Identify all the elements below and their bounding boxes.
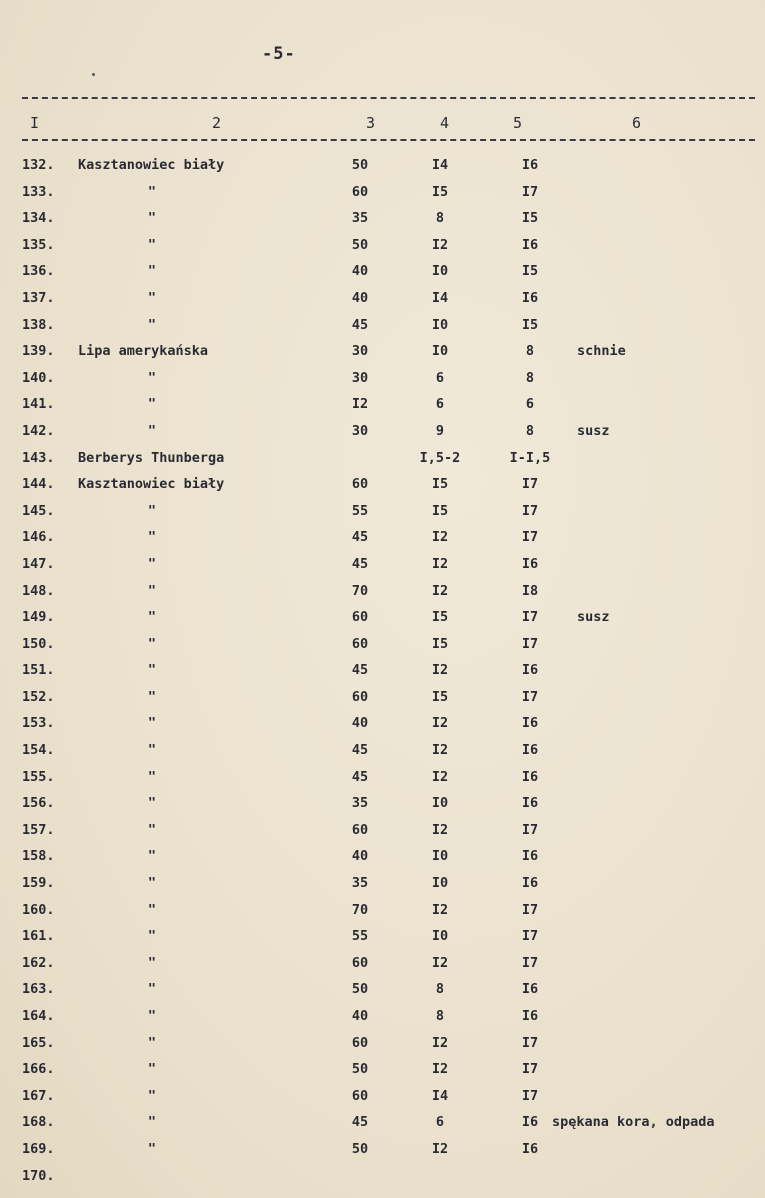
table-row (0, 237, 765, 264)
col-3-value: 40 (351, 1008, 369, 1024)
tree-species: " (147, 715, 157, 732)
col-4-value: I2 (431, 768, 449, 785)
table-row (0, 715, 765, 742)
col-3-value: 60 (351, 821, 369, 838)
table-row (0, 742, 765, 769)
tree-species: Lipa amerykańska (78, 343, 209, 360)
col-4-value: I2 (431, 954, 449, 971)
row-number: 133. (22, 183, 55, 200)
col-5-value: I7 (521, 821, 539, 838)
table-row (0, 795, 765, 822)
row-number: 136. (22, 263, 55, 280)
col-3-value: 35 (351, 210, 369, 227)
tree-species: " (147, 1087, 157, 1104)
row-number: 151. (22, 662, 55, 679)
col-3-value: 45 (351, 1114, 369, 1131)
row-number: 161. (22, 928, 55, 945)
col-5-value: I7 (521, 1034, 539, 1051)
col-3-value: 45 (351, 662, 369, 679)
table-row (0, 476, 765, 503)
col-5-value: I7 (521, 1061, 539, 1078)
col-3-value: 50 (351, 157, 369, 173)
row-number: 142. (22, 422, 55, 439)
col-4-value: I2 (431, 1061, 449, 1078)
col-5-value: I6 (521, 1008, 539, 1024)
table-row (0, 636, 765, 663)
tree-species: " (147, 1140, 157, 1157)
table-row (0, 1088, 765, 1115)
table-row (0, 689, 765, 716)
col-3-value: 70 (351, 582, 369, 599)
table-row (0, 981, 765, 1008)
col-3-value: 40 (351, 715, 369, 732)
col-4-value: I0 (431, 928, 449, 945)
table-row (0, 769, 765, 796)
col-4-value: 8 (435, 981, 445, 998)
header-col-4: 4 (440, 114, 450, 132)
tree-species: " (147, 582, 157, 599)
col-4-value: I2 (431, 715, 449, 732)
col-5-value: I6 (521, 715, 539, 732)
col-3-value: 50 (351, 981, 369, 998)
col-4-value: I0 (431, 263, 449, 280)
table-row (0, 1114, 765, 1141)
col-3-value: 60 (351, 183, 369, 200)
tree-species: " (147, 901, 157, 918)
col-3-value: 70 (351, 901, 369, 918)
col-3-value: 60 (351, 688, 369, 705)
table-row (0, 1141, 765, 1168)
col-4-value: I2 (431, 1034, 449, 1051)
col-4-value: I0 (431, 795, 449, 812)
row-number: 140. (22, 369, 55, 386)
col-3-value: 40 (351, 848, 369, 865)
col-5-value: I6 (521, 157, 539, 173)
col-5-value: I7 (521, 476, 539, 493)
table-row (0, 529, 765, 556)
table-row (0, 848, 765, 875)
col-5-value: I6 (521, 795, 539, 812)
tree-species: " (147, 1008, 157, 1024)
tree-species: " (147, 954, 157, 971)
col-4-value: I2 (431, 821, 449, 838)
col-5-value: I6 (521, 742, 539, 759)
col-5-value: I5 (521, 316, 539, 333)
row-number: 149. (22, 609, 55, 626)
tree-species: " (147, 981, 157, 998)
col-3-value: 30 (351, 422, 369, 439)
col-4-value: 9 (435, 422, 445, 439)
col-4-value: I5 (431, 502, 449, 519)
col-5-value: I6 (521, 555, 539, 572)
row-number: 162. (22, 954, 55, 971)
col-3-value: 40 (351, 289, 369, 306)
row-number: 167. (22, 1087, 55, 1104)
row-number: 144. (22, 476, 55, 493)
col-4-value: I5 (431, 476, 449, 493)
col-5-value: 8 (525, 343, 535, 360)
col-4-value: I4 (431, 157, 449, 173)
col-5-value: I5 (521, 263, 539, 280)
row-number: 143. (22, 449, 55, 466)
row-number: 138. (22, 316, 55, 333)
table-row (0, 450, 765, 477)
col-5-value: I6 (521, 1114, 539, 1131)
tree-species: " (147, 210, 157, 227)
col-5-value: I5 (521, 210, 539, 227)
col-5-value: I6 (521, 768, 539, 785)
tree-species: " (147, 821, 157, 838)
col-4-value: I0 (431, 848, 449, 865)
col-5-value: I6 (521, 236, 539, 253)
table-row (0, 184, 765, 211)
tree-species: " (147, 768, 157, 785)
tree-species: " (147, 422, 157, 439)
remark: spękana kora, odpada (552, 1114, 715, 1131)
tree-species: " (147, 1061, 157, 1078)
col-5-value: I7 (521, 502, 539, 519)
col-4-value: 6 (435, 369, 445, 386)
table-row (0, 955, 765, 982)
col-4-value: 6 (435, 396, 445, 413)
table-row (0, 370, 765, 397)
col-4-value: I0 (431, 875, 449, 892)
col-5-value: I6 (521, 875, 539, 892)
col-3-value: 60 (351, 635, 369, 652)
table-header (0, 114, 765, 134)
header-col-2: 2 (212, 114, 222, 132)
row-number: 153. (22, 715, 55, 732)
row-number: 134. (22, 210, 55, 227)
col-3-value: 35 (351, 875, 369, 892)
col-5-value: I6 (521, 1140, 539, 1157)
col-3-value: 45 (351, 768, 369, 785)
table-row (0, 556, 765, 583)
tree-species: " (147, 529, 157, 546)
col-5-value: I7 (521, 183, 539, 200)
col-5-value: 8 (525, 422, 535, 439)
table-row (0, 210, 765, 237)
table-row (0, 423, 765, 450)
table-row (0, 317, 765, 344)
remark: susz (577, 422, 610, 439)
tree-species: " (147, 635, 157, 652)
row-number: 158. (22, 848, 55, 865)
row-number: 169. (22, 1140, 55, 1157)
col-4-value: 6 (435, 1114, 445, 1131)
col-3-value: 50 (351, 1140, 369, 1157)
col-5-value: I7 (521, 901, 539, 918)
col-3-value: 55 (351, 928, 369, 945)
row-number: 159. (22, 875, 55, 892)
col-3-value: 60 (351, 1087, 369, 1104)
table-row (0, 1008, 765, 1035)
row-number: 145. (22, 502, 55, 519)
header-col-6: 6 (632, 114, 642, 132)
tree-species: " (147, 555, 157, 572)
col-5-value: I-I,5 (509, 449, 551, 466)
tree-species: " (147, 848, 157, 865)
tree-species: " (147, 396, 157, 413)
col-5-value: I7 (521, 635, 539, 652)
col-4-value: I2 (431, 662, 449, 679)
row-number: 164. (22, 1008, 55, 1024)
ink-speck (92, 73, 95, 76)
col-5-value: I7 (521, 529, 539, 546)
col-5-value: I7 (521, 609, 539, 626)
tree-species: " (147, 289, 157, 306)
tree-species: Berberys Thunberga (78, 449, 225, 466)
table-row (0, 875, 765, 902)
table-row (0, 1168, 765, 1195)
table-row (0, 263, 765, 290)
tree-species: " (147, 263, 157, 280)
col-5-value: I6 (521, 662, 539, 679)
table-row (0, 609, 765, 636)
row-number: 137. (22, 289, 55, 306)
row-number: 141. (22, 396, 55, 413)
col-4-value: I2 (431, 901, 449, 918)
header-col-5: 5 (513, 114, 523, 132)
col-4-value: 8 (435, 1008, 445, 1024)
col-5-value: I7 (521, 954, 539, 971)
table-row (0, 662, 765, 689)
tree-species: " (147, 502, 157, 519)
tree-species: " (147, 236, 157, 253)
row-number: 152. (22, 688, 55, 705)
table-header-rule (22, 139, 755, 141)
row-number: 157. (22, 821, 55, 838)
col-5-value: I6 (521, 981, 539, 998)
tree-species: " (147, 609, 157, 626)
col-4-value: I,5-2 (419, 449, 461, 466)
tree-species: " (147, 316, 157, 333)
row-number: 148. (22, 582, 55, 599)
remark: susz (577, 609, 610, 626)
tree-species: " (147, 742, 157, 759)
col-4-value: I4 (431, 1087, 449, 1104)
row-number: 150. (22, 635, 55, 652)
col-3-value: 45 (351, 742, 369, 759)
row-number: 163. (22, 981, 55, 998)
tree-species: " (147, 183, 157, 200)
row-number: 156. (22, 795, 55, 812)
col-3-value: 60 (351, 1034, 369, 1051)
col-5-value: I7 (521, 928, 539, 945)
table-row (0, 928, 765, 955)
row-number: 168. (22, 1114, 55, 1131)
row-number: 170. (22, 1167, 55, 1184)
col-3-value: 45 (351, 555, 369, 572)
remark: schnie (577, 343, 626, 360)
tree-species: " (147, 688, 157, 705)
row-number: 165. (22, 1034, 55, 1051)
col-4-value: I2 (431, 582, 449, 599)
row-number: 139. (22, 343, 55, 360)
row-number: 166. (22, 1061, 55, 1078)
col-5-value: I7 (521, 1087, 539, 1104)
col-3-value: 50 (351, 1061, 369, 1078)
col-3-value: 30 (351, 369, 369, 386)
col-4-value: I0 (431, 343, 449, 360)
col-4-value: I2 (431, 529, 449, 546)
tree-species: " (147, 928, 157, 945)
tree-species: " (147, 1034, 157, 1051)
table-row (0, 343, 765, 370)
col-5-value: I6 (521, 289, 539, 306)
col-5-value: 8 (525, 369, 535, 386)
col-3-value: 60 (351, 954, 369, 971)
col-3-value: 35 (351, 795, 369, 812)
table-row (0, 503, 765, 530)
col-3-value: 45 (351, 316, 369, 333)
col-4-value: I2 (431, 236, 449, 253)
page-number: -5- (262, 44, 296, 64)
table-row (0, 157, 765, 184)
row-number: 132. (22, 157, 55, 173)
col-4-value: I5 (431, 609, 449, 626)
col-3-value: 30 (351, 343, 369, 360)
col-4-value: I0 (431, 316, 449, 333)
col-3-value: 50 (351, 236, 369, 253)
col-3-value: 45 (351, 529, 369, 546)
col-4-value: 8 (435, 210, 445, 227)
row-number: 135. (22, 236, 55, 253)
col-3-value: 55 (351, 502, 369, 519)
header-col-1: I (30, 114, 40, 132)
table-row (0, 290, 765, 317)
table-body (0, 157, 765, 1194)
row-number: 160. (22, 901, 55, 918)
col-4-value: I5 (431, 635, 449, 652)
col-4-value: I5 (431, 688, 449, 705)
col-4-value: I2 (431, 555, 449, 572)
col-3-value: 40 (351, 263, 369, 280)
col-4-value: I4 (431, 289, 449, 306)
col-5-value: I6 (521, 848, 539, 865)
col-3-value: I2 (351, 396, 369, 413)
col-5-value: 6 (525, 396, 535, 413)
col-4-value: I5 (431, 183, 449, 200)
col-3-value: 60 (351, 476, 369, 493)
row-number: 154. (22, 742, 55, 759)
tree-species: " (147, 1114, 157, 1131)
table-row (0, 583, 765, 610)
col-5-value: I7 (521, 688, 539, 705)
col-4-value: I2 (431, 1140, 449, 1157)
col-5-value: I8 (521, 582, 539, 599)
table-row (0, 1035, 765, 1062)
table-row (0, 902, 765, 929)
tree-species: Kasztanowiec biały (78, 157, 225, 173)
tree-species: " (147, 795, 157, 812)
row-number: 147. (22, 555, 55, 572)
header-col-3: 3 (366, 114, 376, 132)
tree-species: Kasztanowiec biały (78, 476, 225, 493)
row-number: 146. (22, 529, 55, 546)
tree-species: " (147, 875, 157, 892)
table-top-rule (22, 97, 755, 99)
table-row (0, 1061, 765, 1088)
col-3-value: 60 (351, 609, 369, 626)
tree-species: " (147, 662, 157, 679)
row-number: 155. (22, 768, 55, 785)
col-4-value: I2 (431, 742, 449, 759)
tree-species: " (147, 369, 157, 386)
table-row (0, 396, 765, 423)
table-row (0, 822, 765, 849)
